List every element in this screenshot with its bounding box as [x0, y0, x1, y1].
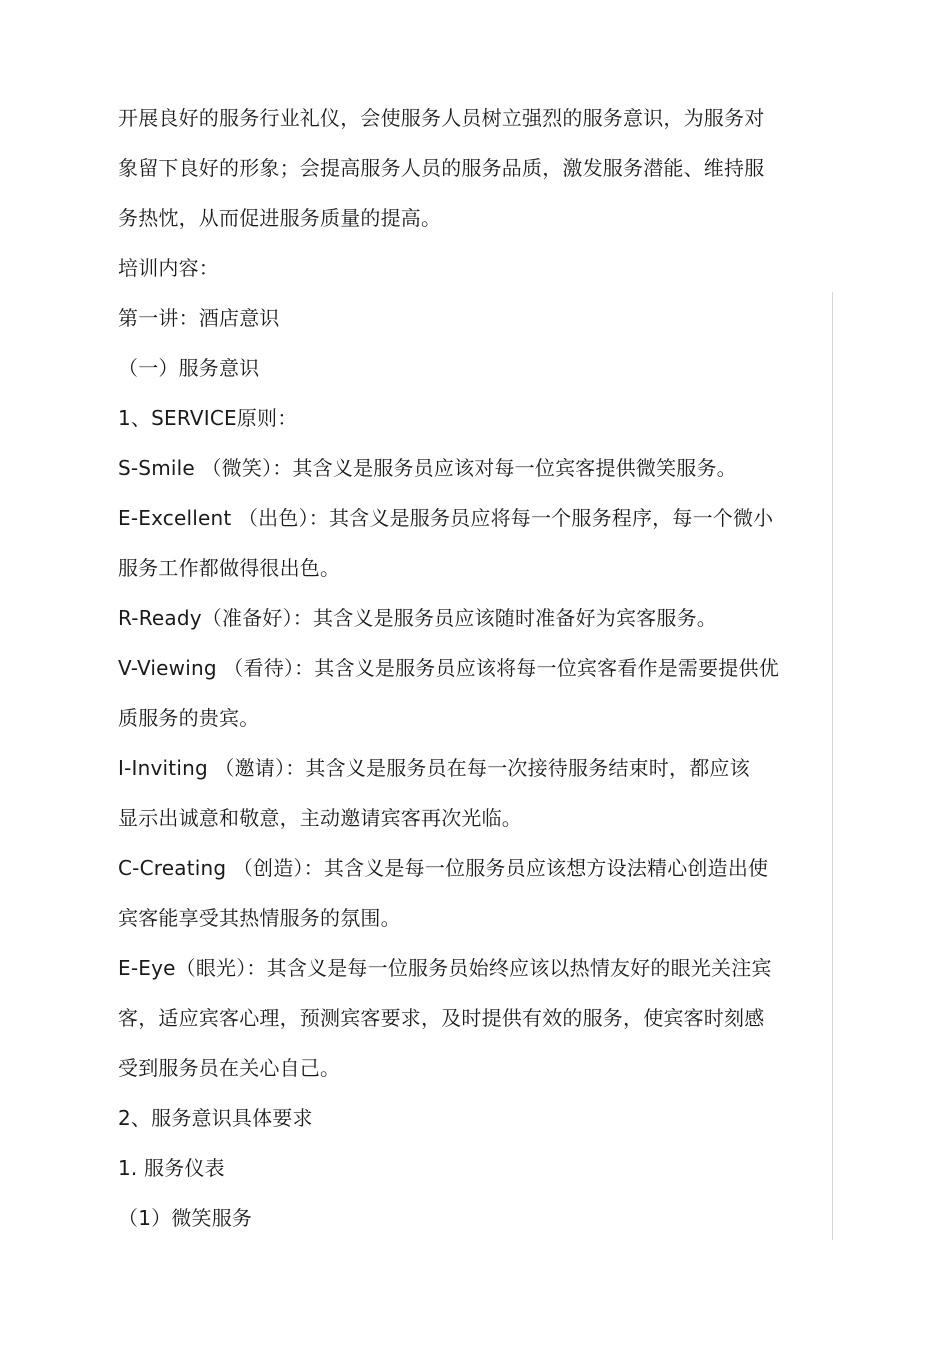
- principle-item-continued: 宾客能享受其热情服务的氛围。: [118, 906, 401, 930]
- paragraph-line: 务热忱，从而促进服务质量的提高。: [118, 206, 442, 230]
- principle-item: S-Smile （微笑）：其含义是服务员应该对每一位宾客提供微笑服务。: [118, 456, 737, 480]
- principle-item: V-Viewing （看待）：其含义是服务员应该将每一位宾客看作是需要提供优: [118, 656, 779, 680]
- requirement-item: 1. 服务仪表: [118, 1156, 225, 1180]
- margin-rule: [832, 292, 833, 1240]
- requirement-subitem: （1）微笑服务: [118, 1206, 253, 1230]
- principle-item-continued: 显示出诚意和敬意，主动邀请宾客再次光临。: [118, 806, 522, 830]
- paragraph-line: 象留下良好的形象；会提高服务人员的服务品质，激发服务潜能、维持服: [118, 156, 765, 180]
- section-label: 培训内容：: [118, 256, 219, 280]
- principle-item-continued: 质服务的贵宾。: [118, 706, 260, 730]
- principle-item-continued: 受到服务员在关心自己。: [118, 1056, 341, 1080]
- principle-item-continued: 客，适应宾客心理，预测宾客要求，及时提供有效的服务，使宾客时刻感: [118, 1006, 765, 1030]
- paragraph-line: 开展良好的服务行业礼仪，会使服务人员树立强烈的服务意识，为服务对: [118, 106, 765, 130]
- principle-item: I-Inviting （邀请）：其含义是服务员在每一次接待服务结束时，都应该: [118, 756, 750, 780]
- requirements-heading: 2、服务意识具体要求: [118, 1106, 313, 1130]
- principle-heading: 1、SERVICE原则：: [118, 406, 298, 430]
- principle-item-continued: 服务工作都做得很出色。: [118, 556, 341, 580]
- principle-item: R-Ready（准备好）：其含义是服务员应该随时准备好为宾客服务。: [118, 606, 717, 630]
- principle-item: E-Excellent （出色）：其含义是服务员应将每一个服务程序，每一个微小: [118, 506, 774, 530]
- subsection-heading: （一）服务意识: [118, 356, 260, 380]
- principle-item: C-Creating （创造）：其含义是每一位服务员应该想方设法精心创造出使: [118, 856, 769, 880]
- lecture-heading: 第一讲：酒店意识: [118, 306, 280, 330]
- principle-item: E-Eye（眼光）：其含义是每一位服务员始终应该以热情友好的眼光关注宾: [118, 956, 772, 980]
